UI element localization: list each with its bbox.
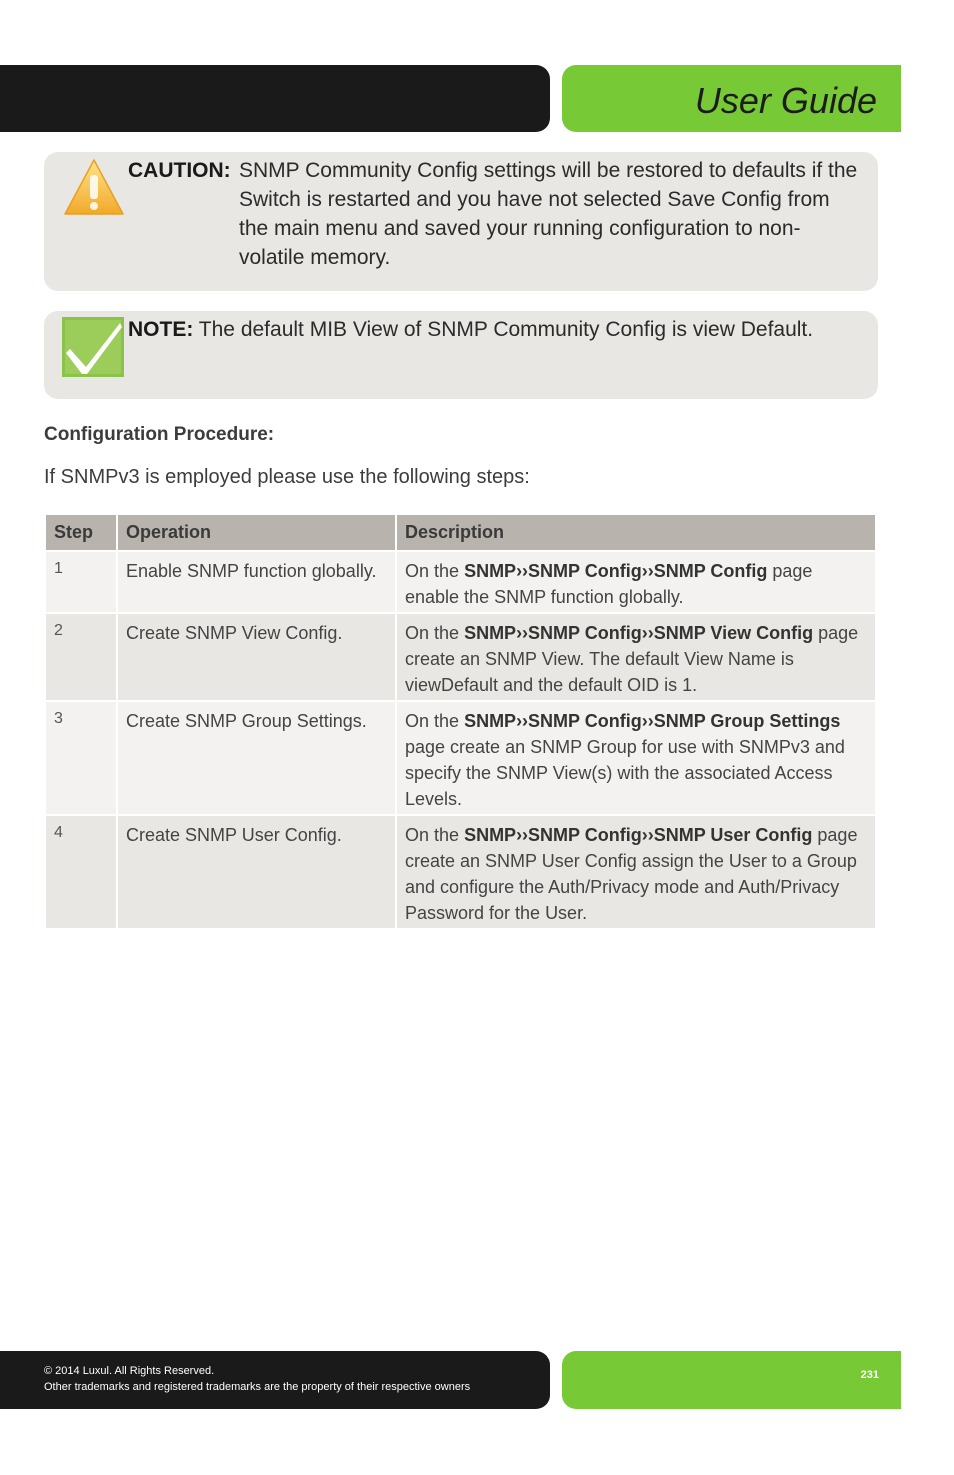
caution-text bbox=[128, 156, 858, 272]
header-black-bar bbox=[0, 65, 550, 132]
table-row bbox=[46, 816, 875, 928]
table-row bbox=[46, 702, 875, 814]
step-cell: 3 bbox=[46, 702, 116, 814]
caution-label: CAUTION: bbox=[128, 159, 231, 182]
footer-green-bar bbox=[562, 1351, 901, 1409]
step-cell: 2 bbox=[46, 614, 116, 700]
menu-path: SNMP››SNMP Config››SNMP View Config bbox=[464, 623, 814, 643]
operation-cell: Create SNMP User Config. bbox=[118, 816, 395, 928]
desc-suffix: page create an SNMP User Config assign the User to a Group and configure the Auth/Privacy mode and Auth/Privacy Password for the User. bbox=[405, 825, 858, 923]
caution-body: SNMP Community Config settings will be restored to defaults if the Switch is restarted and you have not selected Save Config from the main menu and saved your running configuration to non-volatile memory. bbox=[239, 159, 858, 269]
desc-prefix: On the bbox=[405, 825, 460, 845]
description-cell bbox=[397, 816, 875, 928]
step-cell: 4 bbox=[46, 816, 116, 928]
operation-cell: Create SNMP Group Settings. bbox=[118, 702, 395, 814]
footer-copyright: © 2014 Luxul. All Rights Reserved. bbox=[44, 1365, 215, 1377]
menu-path: SNMP››SNMP Config››SNMP Config bbox=[464, 561, 768, 581]
page-title: User Guide bbox=[694, 80, 877, 121]
desc-prefix: On the bbox=[405, 561, 460, 581]
note-callout bbox=[44, 311, 878, 399]
header-operation: Operation bbox=[118, 515, 395, 550]
description-cell bbox=[397, 614, 875, 700]
desc-prefix: On the bbox=[405, 623, 460, 643]
step-cell: 1 bbox=[46, 552, 116, 612]
intro-text: If SNMPv3 is employed please use the following steps: bbox=[44, 466, 530, 488]
steps-table bbox=[44, 513, 877, 930]
desc-suffix: page enable the SNMP function globally. bbox=[405, 561, 813, 607]
header-description: Description bbox=[397, 515, 875, 550]
warning-triangle-icon bbox=[63, 158, 125, 216]
note-body: The default MIB View of SNMP Community Config is view Default. bbox=[198, 318, 814, 341]
header-step: Step bbox=[46, 515, 116, 550]
note-text bbox=[128, 315, 858, 344]
description-cell bbox=[397, 552, 875, 612]
operation-cell: Create SNMP View Config. bbox=[118, 614, 395, 700]
desc-suffix: page create an SNMP View. The default View Name is viewDefault and the default OID is 1. bbox=[405, 623, 859, 695]
footer-black-bar bbox=[0, 1351, 550, 1409]
menu-path: SNMP››SNMP Config››SNMP Group Settings bbox=[464, 711, 841, 731]
footer-trademarks: Other trademarks and registered trademarks are the property of their respective owners bbox=[44, 1381, 471, 1393]
table-row bbox=[46, 614, 875, 700]
operation-cell: Enable SNMP function globally. bbox=[118, 552, 395, 612]
description-cell bbox=[397, 702, 875, 814]
desc-prefix: On the bbox=[405, 711, 460, 731]
table-header-row bbox=[46, 515, 875, 550]
checkmark-icon bbox=[62, 317, 124, 377]
table-row bbox=[46, 552, 875, 612]
menu-path: SNMP››SNMP Config››SNMP User Config bbox=[464, 825, 813, 845]
footer-legal bbox=[44, 1363, 470, 1395]
header-green-bar bbox=[562, 65, 901, 132]
desc-suffix: page create an SNMP Group for use with SNMPv3 and specify the SNMP View(s) with the associated Access Levels. bbox=[405, 737, 845, 809]
page-number: 231 bbox=[860, 1369, 879, 1381]
note-label: NOTE: bbox=[128, 318, 194, 341]
caution-callout bbox=[44, 152, 878, 291]
section-title: Configuration Procedure: bbox=[44, 424, 275, 445]
